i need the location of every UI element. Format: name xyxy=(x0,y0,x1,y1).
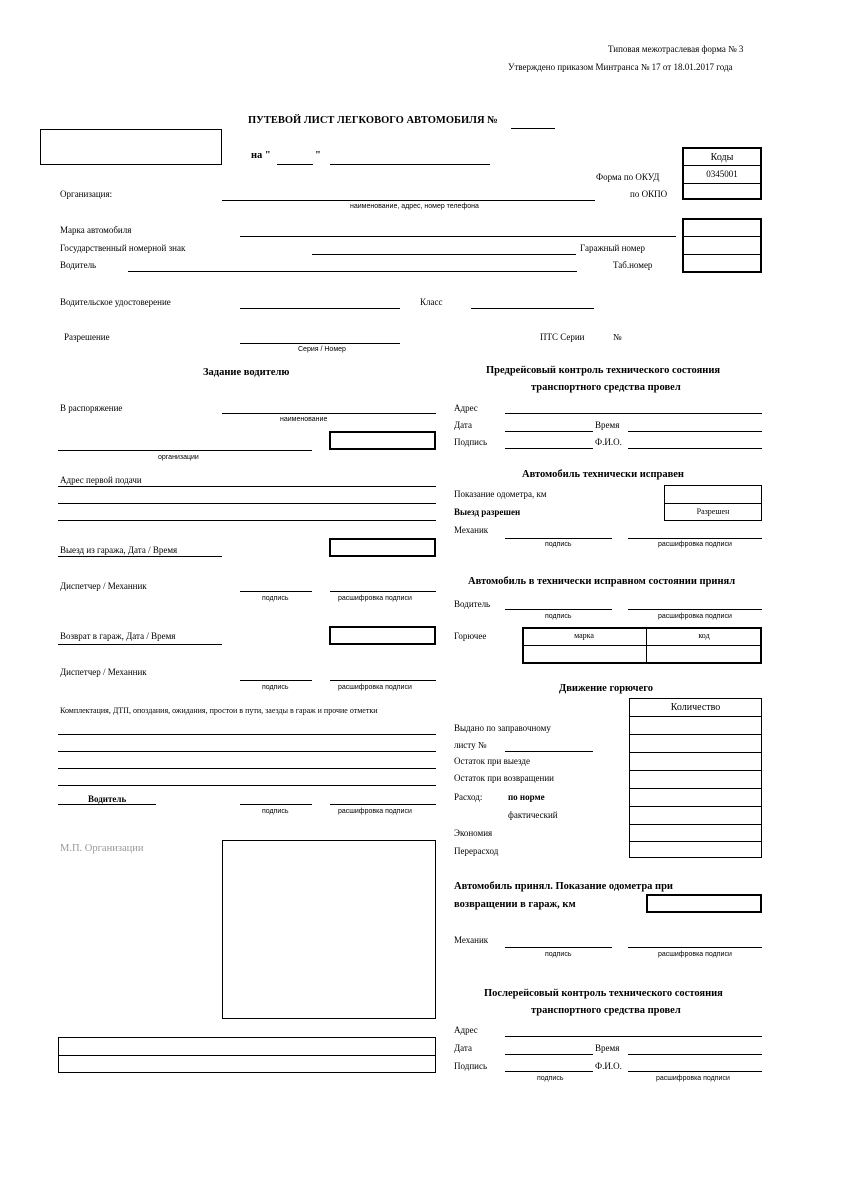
decode-hint-3: расшифровка подписи xyxy=(338,808,412,815)
first-address-line-3[interactable] xyxy=(58,520,436,521)
sign-hint-3: подпись xyxy=(262,808,289,815)
org-hint2: организации xyxy=(158,454,199,461)
name-hint: наименование xyxy=(280,416,328,423)
stamp-label: М.П. Организации xyxy=(60,843,144,854)
pts-number-label: № xyxy=(613,332,622,342)
issued-label-1: Выдано по заправочному xyxy=(454,723,551,733)
accepted-decode-hint: расшифровка подписи xyxy=(658,613,732,620)
task-title: Задание водителю xyxy=(203,367,290,378)
odometer-label: Показание одометра, км xyxy=(454,489,547,499)
org-field[interactable] xyxy=(222,200,595,201)
first-address-label: Адрес первой подачи xyxy=(60,475,142,485)
accepted-driver-decode-field[interactable] xyxy=(628,609,762,610)
form-type: Типовая межотраслевая форма № 3 xyxy=(608,44,744,54)
disposal-org-field[interactable] xyxy=(58,450,312,451)
date-quote: " xyxy=(315,150,321,161)
tab-number-field[interactable] xyxy=(683,255,761,271)
stamp-box[interactable] xyxy=(222,840,436,1019)
fuel-qty-cell-5[interactable] xyxy=(630,789,761,805)
permit-field[interactable] xyxy=(240,343,400,344)
tech-ok-title: Автомобиль технически исправен xyxy=(522,469,684,480)
okud-label: Форма по ОКУД xyxy=(596,172,660,182)
first-address-line-2[interactable] xyxy=(58,503,436,504)
posttrip-fio-label: Ф.И.О. xyxy=(595,1061,622,1071)
pretrip-address-field[interactable] xyxy=(505,413,762,414)
pts-label: ПТС Серии xyxy=(540,332,585,342)
pretrip-time-label: Время xyxy=(595,420,620,430)
posttrip-address-field[interactable] xyxy=(505,1036,762,1037)
pretrip-mechanic-decode-field[interactable] xyxy=(628,538,762,539)
return-mechanic-decode-field[interactable] xyxy=(628,947,762,948)
pretrip-date-field[interactable] xyxy=(505,431,593,432)
pretrip-title-2: транспортного средства провел xyxy=(531,382,681,393)
consumption-label: Расход: xyxy=(454,792,483,802)
allowed-box-text: Разрешен xyxy=(696,507,730,516)
posttrip-sign-label: Подпись xyxy=(454,1061,488,1071)
dispatcher-label-1: Диспетчер / Механник xyxy=(60,581,147,591)
rest-exit-label: Остаток при выезде xyxy=(454,756,530,766)
pretrip-address-label: Адрес xyxy=(454,403,478,413)
disposal-label: В распоряжение xyxy=(60,403,123,413)
issued-sheet-number-field[interactable] xyxy=(505,751,593,752)
fuel-qty-cell-1[interactable] xyxy=(630,717,761,733)
fuel-code-field[interactable] xyxy=(647,646,760,662)
fuel-label: Горючее xyxy=(454,631,487,641)
approval-note: Утверждено приказом Минтранса № 17 от 18.01.2017 года xyxy=(508,62,733,72)
fuel-qty-header: Количество xyxy=(670,702,721,713)
posttrip-address-label: Адрес xyxy=(454,1025,478,1035)
series-hint: Серия / Номер xyxy=(298,346,346,353)
notes-line-4[interactable] xyxy=(58,785,436,786)
posttrip-sign-field[interactable] xyxy=(505,1071,593,1072)
org-hint: наименование, адрес, номер телефона xyxy=(350,203,479,210)
pretrip-fio-label: Ф.И.О. xyxy=(595,437,622,447)
fuel-qty-cell-7[interactable] xyxy=(630,825,761,840)
posttrip-date-label: Дата xyxy=(454,1043,472,1053)
dispatcher-decode-field-2[interactable] xyxy=(330,680,436,681)
fuel-qty-cell-2[interactable] xyxy=(630,735,761,751)
odometer-value-field[interactable] xyxy=(665,486,761,502)
posttrip-title-1: Послерейсовый контроль технического состояния xyxy=(484,988,723,999)
notes-label: Комплектация, ДТП, опоздания, ожидания, простои в пути, заезды в гараж и прочие отметки xyxy=(60,706,378,715)
fuel-code-header: код xyxy=(698,631,710,640)
dispatcher-sign-field-1[interactable] xyxy=(240,591,312,592)
pretrip-decode-hint: расшифровка подписи xyxy=(658,541,732,548)
fuel-brand-header: марка xyxy=(574,631,594,640)
decode-hint-1: расшифровка подписи xyxy=(338,595,412,602)
pretrip-title-1: Предрейсовый контроль технического состояния xyxy=(486,365,721,376)
car-brand-label: Марка автомобиля xyxy=(60,225,132,235)
posttrip-time-field[interactable] xyxy=(628,1054,762,1055)
driver-field[interactable] xyxy=(128,271,577,272)
return-sign-hint: подпись xyxy=(545,951,572,958)
issued-label-2: листу № xyxy=(454,740,487,750)
okpo-value-field[interactable] xyxy=(683,184,761,199)
norm-label: по норме xyxy=(508,792,545,802)
return-datetime-box[interactable] xyxy=(329,626,436,645)
notes-line-3[interactable] xyxy=(58,768,436,769)
pretrip-sign-label: Подпись xyxy=(454,437,488,447)
class-label: Класс xyxy=(420,297,443,307)
reg-sign-label: Государственный номерной знак xyxy=(60,243,186,253)
disposal-code-box[interactable] xyxy=(329,431,436,450)
fuel-qty-cell-8[interactable] xyxy=(630,842,761,857)
return-mechanic-sign-field[interactable] xyxy=(505,947,612,948)
return-label: Возврат в гараж, Дата / Время xyxy=(60,631,176,641)
exit-datetime-box[interactable] xyxy=(329,538,436,557)
tab-number-label: Таб.номер xyxy=(613,260,653,270)
decode-hint-2: расшифровка подписи xyxy=(338,684,412,691)
date-day-field[interactable] xyxy=(277,164,313,165)
return-decode-hint: расшифровка подписи xyxy=(658,951,732,958)
pretrip-mechanic-label: Механик xyxy=(454,525,489,535)
exit-underline xyxy=(58,556,222,557)
accepted-driver-sign-field[interactable] xyxy=(505,609,612,610)
class-field[interactable] xyxy=(471,308,594,309)
posttrip-title-2: транспортного средства провел xyxy=(531,1005,681,1016)
pretrip-date-label: Дата xyxy=(454,420,472,430)
license-label: Водительское удостоверение xyxy=(60,297,171,307)
return-title-1: Автомобиль принял. Показание одометра при xyxy=(454,881,673,892)
page-title: ПУТЕВОЙ ЛИСТ ЛЕГКОВОГО АВТОМОБИЛЯ № xyxy=(248,115,498,126)
sign-hint-2: подпись xyxy=(262,684,289,691)
rest-return-label: Остаток при возвращении xyxy=(454,773,554,783)
accepted-title: Автомобиль в технически исправном состоянии принял xyxy=(468,576,736,587)
dispatcher-sign-field-2[interactable] xyxy=(240,680,312,681)
codes-header: Коды xyxy=(710,152,734,163)
driver-decode-field[interactable] xyxy=(330,804,436,805)
date-month-year-field[interactable] xyxy=(330,164,490,165)
license-field[interactable] xyxy=(240,308,400,309)
garage-number-label: Гаражный номер xyxy=(580,243,645,253)
fuel-qty-cell-6[interactable] xyxy=(630,807,761,823)
return-odometer-box[interactable] xyxy=(646,894,762,913)
overuse-label: Перерасход xyxy=(454,846,499,856)
pretrip-sign-field[interactable] xyxy=(505,448,593,449)
posttrip-fio-field[interactable] xyxy=(628,1071,762,1072)
bottom-left-row-1[interactable] xyxy=(59,1038,435,1054)
reg-sign-field[interactable] xyxy=(312,254,576,255)
okpo-label: по ОКПО xyxy=(630,189,668,199)
pretrip-sign-hint: подпись xyxy=(545,541,572,548)
driver-sign-underline xyxy=(58,804,156,805)
driver-label: Водитель xyxy=(60,260,97,270)
driver-sign-label: Водитель xyxy=(88,794,127,804)
fuel-brand-field[interactable] xyxy=(524,646,645,662)
pretrip-mechanic-sign-field[interactable] xyxy=(505,538,612,539)
fuel-qty-cell-4[interactable] xyxy=(630,771,761,787)
bottom-left-row-2[interactable] xyxy=(59,1056,435,1072)
exit-label: Выезд из гаража, Дата / Время xyxy=(60,545,178,555)
pretrip-fio-field[interactable] xyxy=(628,448,762,449)
driver-sign-field[interactable] xyxy=(240,804,312,805)
waybill-number-field[interactable] xyxy=(511,128,555,129)
garage-number-field[interactable] xyxy=(683,237,761,253)
economy-label: Экономия xyxy=(454,828,493,838)
posttrip-sign-hint: подпись xyxy=(537,1075,564,1082)
actual-label: фактический xyxy=(508,810,558,820)
posttrip-date-field[interactable] xyxy=(505,1054,593,1055)
notes-line-2[interactable] xyxy=(58,751,436,752)
posttrip-time-label: Время xyxy=(595,1043,620,1053)
posttrip-decode-hint: расшифровка подписи xyxy=(656,1075,730,1082)
org-label: Организация: xyxy=(60,189,113,199)
accepted-sign-hint: подпись xyxy=(545,613,572,620)
return-title-2: возвращении в гараж, км xyxy=(454,899,576,910)
sign-hint-1: подпись xyxy=(262,595,289,602)
dispatcher-decode-field-1[interactable] xyxy=(330,591,436,592)
org-stamp-box[interactable] xyxy=(40,129,222,165)
accepted-driver-label: Водитель xyxy=(454,599,491,609)
date-prefix: на " xyxy=(251,150,271,161)
disposal-field[interactable] xyxy=(222,413,436,414)
pretrip-time-field[interactable] xyxy=(628,431,762,432)
first-address-line-1[interactable] xyxy=(58,486,436,487)
permit-label: Разрешение xyxy=(64,332,110,342)
dispatcher-label-2: Диспетчер / Механник xyxy=(60,667,147,677)
fuel-movement-title: Движение горючего xyxy=(559,683,654,694)
okud-value: 0345001 xyxy=(706,169,738,179)
car-brand-field[interactable] xyxy=(240,236,676,237)
exit-allowed-label: Выезд разрешен xyxy=(454,507,521,517)
fuel-qty-cell-3[interactable] xyxy=(630,753,761,769)
return-underline xyxy=(58,644,222,645)
return-mechanic-label: Механик xyxy=(454,935,489,945)
notes-line-1[interactable] xyxy=(58,734,436,735)
